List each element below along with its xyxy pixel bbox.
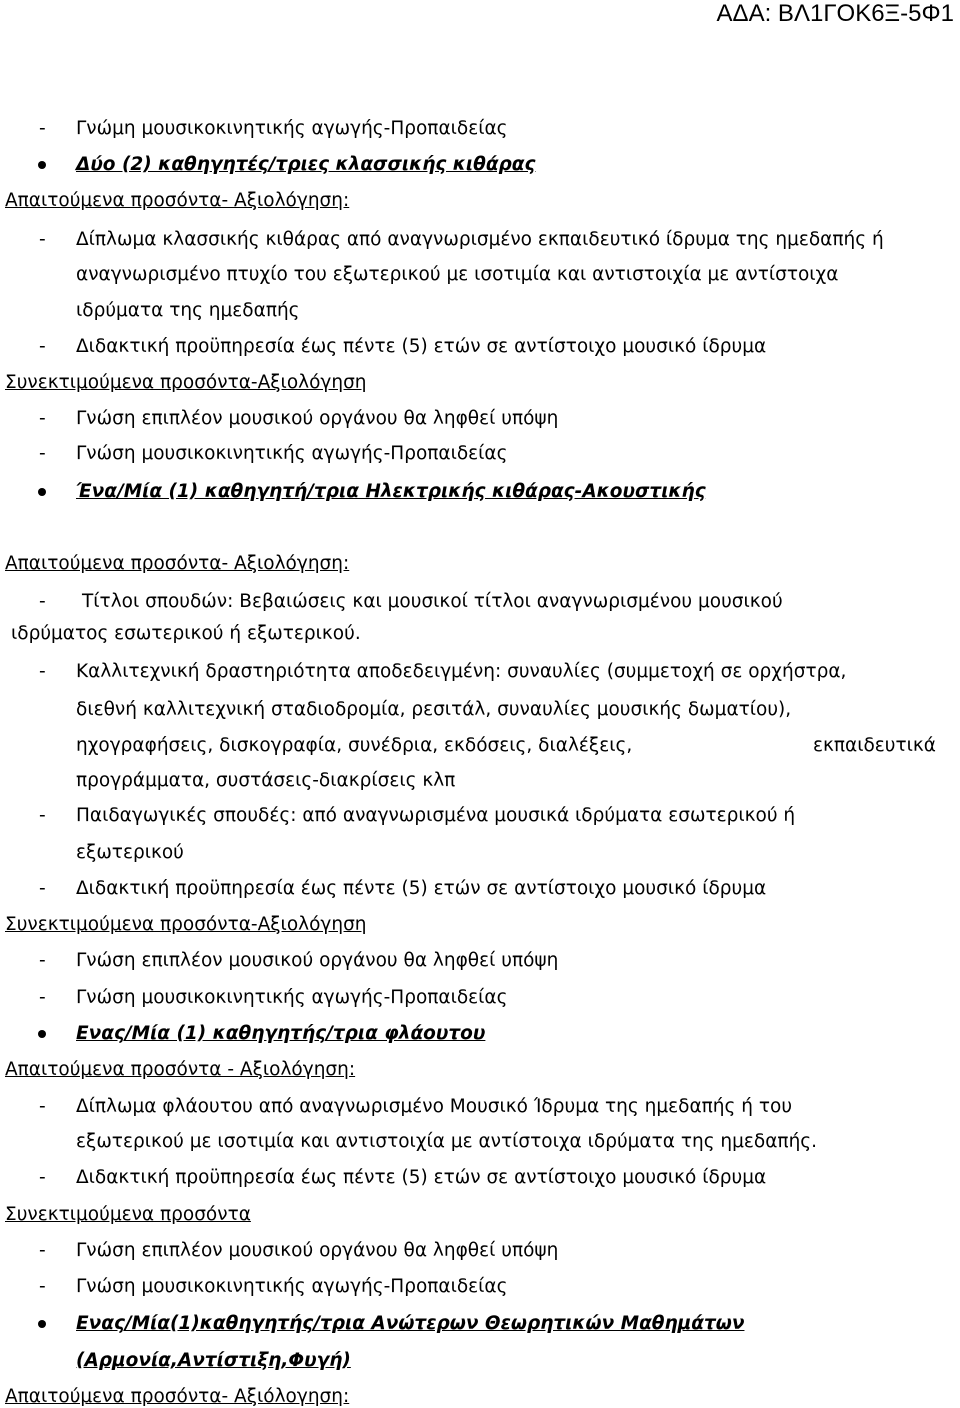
continuation-line: προγράμματα, συστάσεις-διακρίσεις κλπ bbox=[76, 770, 456, 791]
requirement-item: Διδακτική προϋπηρεσία έως πέντε (5) ετών σε αντίστοιχο μουσικό ίδρυμα bbox=[76, 878, 767, 899]
requirement-item: Γνώση επιπλέον μουσικού οργάνου θα ληφθεί υπόψη bbox=[76, 950, 559, 971]
requirement-item: Διδακτική προϋπηρεσία έως πέντε (5) ετών σε αντίστοιχο μουσικό ίδρυμα bbox=[76, 336, 767, 357]
continuation-line: εξωτερικού με ισοτιμία και αντιστοιχία με αντίστοιχα ιδρύματα της ημεδαπής. bbox=[76, 1131, 818, 1152]
section-heading: Συνεκτιμούμενα προσόντα bbox=[5, 1204, 251, 1225]
section-heading: Απαιτούμενα προσόντα- Αξιολόγηση: bbox=[5, 553, 350, 574]
dash-marker: - bbox=[39, 118, 46, 139]
requirement-item: Γνώση μουσικοκινητικής αγωγής-Προπαιδείας bbox=[76, 1276, 508, 1297]
requirement-item: Παιδαγωγικές σπουδές: από αναγνωρισμένα μουσικά ιδρύματα εσωτερικού ή bbox=[76, 805, 796, 826]
dash-marker: - bbox=[39, 336, 46, 357]
bullet-icon bbox=[38, 1320, 46, 1328]
requirement-item: Γνώση επιπλέον μουσικού οργάνου θα ληφθεί υπόψη bbox=[76, 1240, 559, 1261]
dash-marker: - bbox=[39, 1240, 46, 1261]
continuation-line: εξωτερικού bbox=[76, 842, 184, 863]
requirement-item: Δίπλωμα κλασσικής κιθάρας από αναγνωρισμένο εκπαιδευτικό ίδρυμα της ημεδαπής ή bbox=[76, 229, 884, 250]
dash-marker: - bbox=[39, 1167, 46, 1188]
section-heading: Συνεκτιμούμενα προσόντα-Αξιολόγηση bbox=[5, 914, 367, 935]
position-title: Ενας/Μία (1) καθηγητής/τρια φλάουτου bbox=[76, 1023, 486, 1044]
requirement-item: Γνώμη μουσικοκινητικής αγωγής-Προπαιδείας bbox=[76, 118, 508, 139]
bullet-icon bbox=[38, 488, 46, 496]
dash-marker: - bbox=[39, 661, 46, 682]
requirement-item: Δίπλωμα φλάουτου από αναγνωρισμένο Μουσικό Ίδρυμα της ημεδαπής ή του bbox=[76, 1096, 793, 1117]
requirement-item: Γνώση μουσικοκινητικής αγωγής-Προπαιδείας bbox=[76, 443, 508, 464]
dash-marker: - bbox=[39, 229, 46, 250]
dash-marker: - bbox=[39, 950, 46, 971]
section-heading: Απαιτούμενα προσόντα- Αξιολόγηση: bbox=[5, 190, 350, 211]
continuation-line: αναγνωρισμένο πτυχίο του εξωτερικού με ισοτιμία και αντιστοιχία με αντίστοιχα bbox=[76, 264, 839, 285]
continuation-line: ιδρύματος εσωτερικού ή εξωτερικού. bbox=[11, 623, 361, 644]
position-title: Ένα/Μία (1) καθηγητή/τρια Ηλεκτρικής κιθάρας-Ακουστικής bbox=[76, 481, 706, 502]
requirement-item: Γνώση επιπλέον μουσικού οργάνου θα ληφθεί υπόψη bbox=[76, 408, 559, 429]
dash-marker: - bbox=[39, 591, 46, 612]
continuation-line: (Αρμονία,Αντίστιξη,Φυγή) bbox=[76, 1350, 351, 1371]
dash-marker: - bbox=[39, 878, 46, 899]
dash-marker: - bbox=[39, 1096, 46, 1117]
dash-marker: - bbox=[39, 1276, 46, 1297]
bullet-icon bbox=[38, 161, 46, 169]
dash-marker: - bbox=[39, 987, 46, 1008]
dash-marker: - bbox=[39, 443, 46, 464]
continuation-word: εκπαιδευτικά bbox=[812, 735, 936, 756]
continuation-line: ηχογραφήσεις, δισκογραφία, συνέδρια, εκδόσεις, διαλέξεις, bbox=[76, 735, 633, 756]
continuation-line: διεθνή καλλιτεχνική σταδιοδρομία, ρεσιτάλ, συναυλίες μουσικής δωματίου), bbox=[76, 699, 792, 720]
bullet-icon bbox=[38, 1030, 46, 1038]
dash-marker: - bbox=[39, 805, 46, 826]
position-title: Ενας/Μία(1)καθηγητής/τρια Ανώτερων Θεωρητικών Μαθημάτων bbox=[76, 1313, 745, 1334]
section-heading: Απαιτούμενα προσόντα- Αξιόλογηση: bbox=[5, 1386, 350, 1407]
continuation-line: ιδρύματα της ημεδαπής bbox=[76, 300, 300, 321]
section-heading: Συνεκτιμούμενα προσόντα-Αξιολόγηση bbox=[5, 372, 367, 393]
ada-code: ΑΔΑ: ΒΛ1ΓΟΚ6Ξ-5Φ1 bbox=[716, 0, 954, 27]
position-title: Δύο (2) καθηγητές/τριες κλασσικής κιθάρας bbox=[76, 154, 536, 175]
requirement-item: Γνώση μουσικοκινητικής αγωγής-Προπαιδείας bbox=[76, 987, 508, 1008]
dash-marker: - bbox=[39, 408, 46, 429]
requirement-item: Τίτλοι σπουδών: Βεβαιώσεις και μουσικοί τίτλοι αναγνωρισμένου μουσικού bbox=[82, 591, 783, 612]
requirement-item: Διδακτική προϋπηρεσία έως πέντε (5) ετών σε αντίστοιχο μουσικό ίδρυμα bbox=[76, 1167, 767, 1188]
section-heading: Απαιτούμενα προσόντα - Αξιολόγηση: bbox=[5, 1059, 356, 1080]
requirement-item: Καλλιτεχνική δραστηριότητα αποδεδειγμένη: συναυλίες (συμμετοχή σε ορχήστρα, bbox=[76, 661, 847, 682]
